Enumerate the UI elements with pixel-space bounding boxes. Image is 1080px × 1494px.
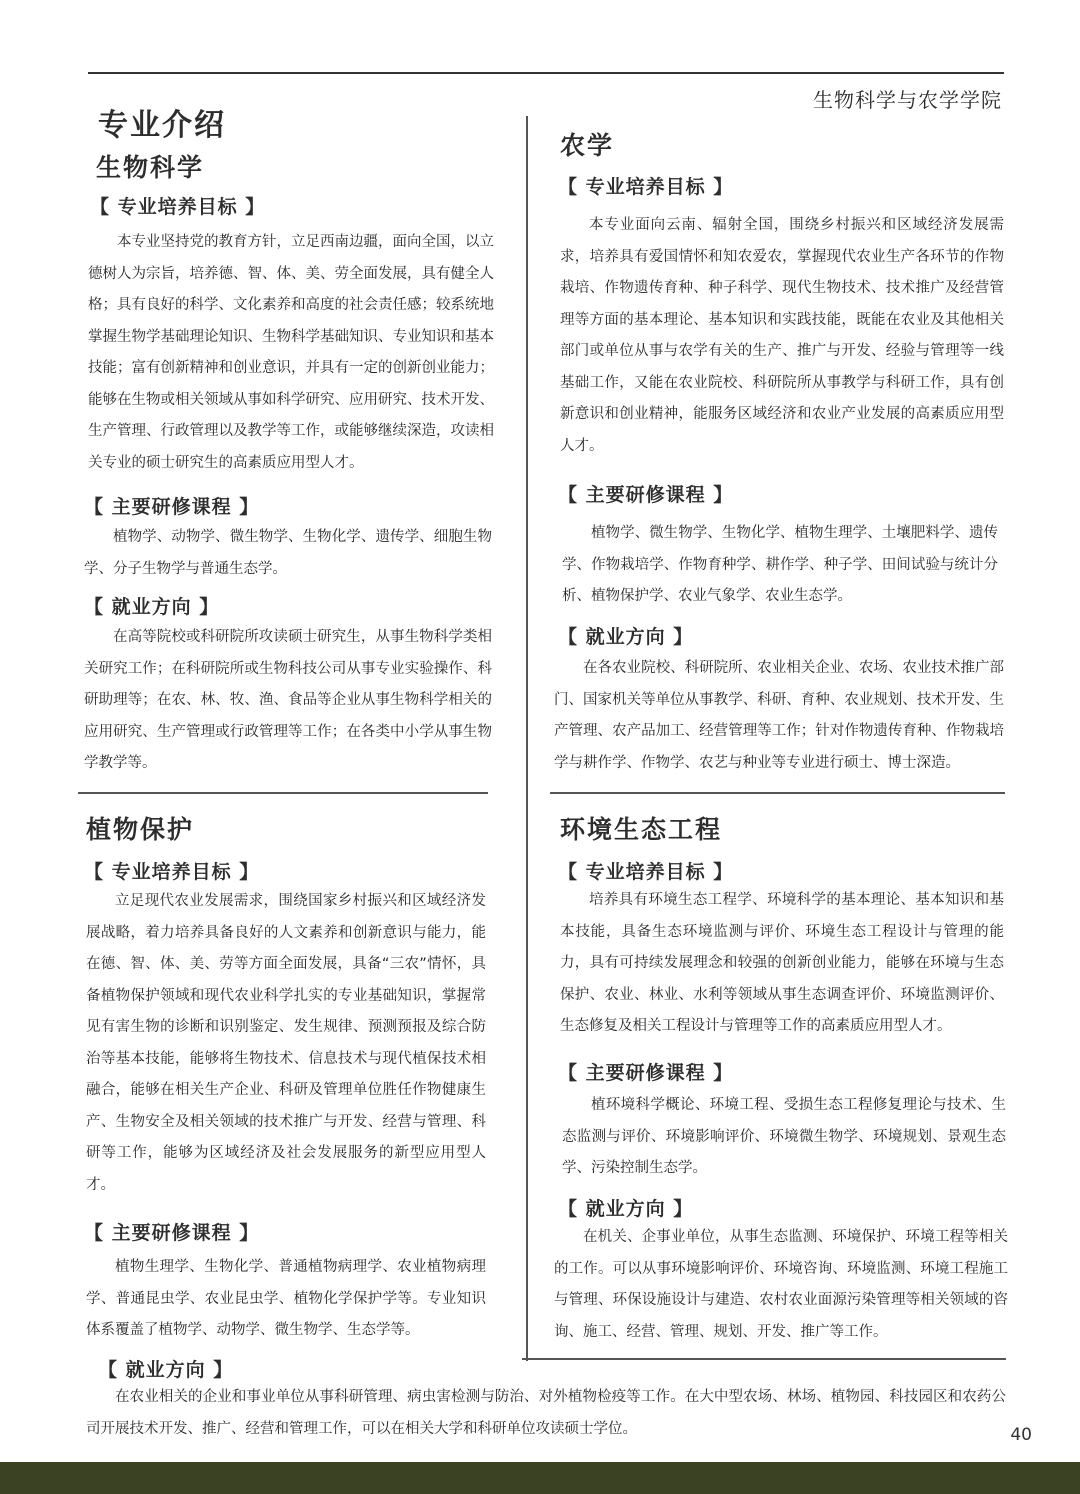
college-name: 生物科学与农学学院 (813, 88, 1002, 112)
section-divider-left (78, 792, 488, 794)
agronomy-courses-text: 植物学、微生物学、生物化学、植物生理学、土壤肥料学、遗传学、作物栽培学、作物育种学、耕作学、种子学、田间试验与统计分析、植物保护学、农业气象学、农业生态学。 (562, 525, 998, 604)
agronomy-goals-heading: 【 专业培养目标 】 (558, 176, 734, 198)
eco-engineering-courses-text: 植环境科学概论、环境工程、受损生态工程修复理论与技术、生态监测与评价、环境影响评价、环境微生物学、环境规划、景观生态学、污染控制生态学。 (562, 1097, 1006, 1176)
plant-protection-career-heading: 【 就业方向 】 (98, 1359, 234, 1381)
column-divider (526, 116, 528, 1361)
eco-engineering-career-text: 在机关、企事业单位，从事生态监测、环境保护、环境工程等相关的工作。可以从事环境影响评价、环境咨询、环境监测、环境工程施工与管理、环保设施设计与建造、农村农业面源污染管理等相关领域的咨询、施工、经营、管理、规划、开发、推广等工作。 (554, 1229, 1008, 1340)
eco-engineering-goals-text: 培养具有环境生态工程学、环境科学的基本理论、基本知识和基本技能，具备生态环境监测与评价、环境生态工程设计与管理的能力，具有可持续发展理念和较强的创新创业能力，能够在环境与生态保护、农业、林业、水利等领域从事生态调查评价、环境监测评价、生态修复及相关工程设计与管理等工作的高素质应用型人才。 (560, 892, 1004, 1034)
page-title: 专业介绍 (98, 108, 226, 143)
agronomy-goals-text: 本专业面向云南、辐射全国，围绕乡村振兴和区域经济发展需求，培养具有爱国情怀和知农爱农，掌握现代农业生产各环节的作物栽培、作物遗传育种、种子科学、现代生物技术、技术推广及经营管理等方面的基本理论、基本知识和实践技能，既能在农业及其他相关部门或单位从事与农学有关的生产、推广与开发、经验与管理等一线基础工作，又能在农业院校、科研院所从事教学与科研工作，具有创新意识和创业精神，能服务区域经济和农业产业发展的高素质应用型人才。 (560, 217, 1004, 454)
plant-protection-courses-text: 植物生理学、生物化学、普通植物病理学、农业植物病理学、普通昆虫学、农业昆虫学、植物化学保护学等。专业知识体系覆盖了植物学、动物学、微生物学、生态学等。 (86, 1259, 486, 1338)
plant-protection-goals-text: 立足现代农业发展需求，围绕国家乡村振兴和区域经济发展战略，着力培养具备良好的人文素养和创新意识与能力，能在德、智、体、美、劳等方面全面发展，具备“三农”情怀，具备植物保护领域和现代农业科学扎实的专业基础知识，掌握常见有害生物的诊断和识别鉴定、发生规律、预测预报及综合防治等基本技能，能够将生物技术、信息技术与现代植保技术相融合，能够在相关生产企业、科研及管理单位胜任作物健康生产、生物安全及相关领域的技术推广与开发、经营与管理、科研等工作，能够为区域经济及社会发展服务的新型应用型人才。 (86, 893, 486, 1193)
agronomy-career-heading: 【 就业方向 】 (558, 626, 694, 648)
top-rule (88, 72, 1004, 74)
major-title-plant-protection: 植物保护 (86, 815, 195, 844)
eco-engineering-courses-heading: 【 主要研修课程 】 (558, 1062, 734, 1084)
footer-band (0, 1462, 1080, 1494)
biology-courses-heading: 【 主要研修课程 】 (84, 496, 260, 518)
plant-protection-courses-heading: 【 主要研修课程 】 (84, 1222, 260, 1244)
biology-career-heading: 【 就业方向 】 (84, 596, 220, 618)
biology-courses-text: 植物学、动物学、微生物学、生物化学、遗传学、细胞生物学、分子生物学与普通生态学。 (84, 529, 492, 577)
section-divider-right (550, 792, 1005, 794)
eco-engineering-goals-heading: 【 专业培养目标 】 (558, 861, 734, 883)
major-title-biology: 生物科学 (96, 153, 205, 182)
major-title-eco-engineering: 环境生态工程 (560, 815, 723, 844)
biology-goals-text: 本专业坚持党的教育方针，立足西南边疆，面向全国，以立德树人为宗旨，培养德、智、体、美、劳全面发展，具有健全人格；具有良好的科学、文化素养和高度的社会责任感；较系统地掌握生物学基础理论知识、生物科学基础知识、专业知识和基本技能；富有创新精神和创业意识，并具有一定的创新创业能力；能够在生物或相关领域从事如科学研究、应用研究、技术开发、生产管理、行政管理以及教学等工作，或能够继续深造，攻读相关专业的硕士研究生的高素质应用型人才。 (88, 234, 494, 471)
biology-goals-heading: 【 专业培养目标 】 (90, 196, 266, 218)
agronomy-career-text: 在各农业院校、科研院所、农业相关企业、农场、农业技术推广部门、国家机关等单位从事教学、科研、育种、农业规划、技术开发、生产管理、农产品加工、经营管理等工作；针对作物遗传育种、作物栽培学与耕作学、作物学、农艺与种业等专业进行硕士、博士深造。 (554, 660, 1004, 771)
biology-career-text: 在高等院校或科研院所攻读硕士研究生，从事生物科学类相关研究工作；在科研院所或生物科技公司从事专业实验操作、科研助理等；在农、林、牧、渔、食品等企业从事生物科学相关的应用研究、生产管理或行政管理等工作；在各类中小学从事生物学教学等。 (84, 629, 492, 771)
major-title-agronomy: 农学 (560, 131, 615, 160)
plant-protection-career-text: 在农业相关的企业和事业单位从事科研管理、病虫害检测与防治、对外植物检疫等工作。在大中型农场、林场、植物园、科技园区和农药公司开展技术开发、推广、经营和管理工作，可以在相关大学和科研单位攻读硕士学位。 (86, 1389, 1006, 1437)
section-divider-bottom (522, 1358, 1006, 1360)
plant-protection-goals-heading: 【 专业培养目标 】 (84, 861, 260, 883)
agronomy-courses-heading: 【 主要研修课程 】 (558, 484, 734, 506)
page-number: 40 (1010, 1425, 1032, 1445)
eco-engineering-career-heading: 【 就业方向 】 (558, 1198, 694, 1220)
